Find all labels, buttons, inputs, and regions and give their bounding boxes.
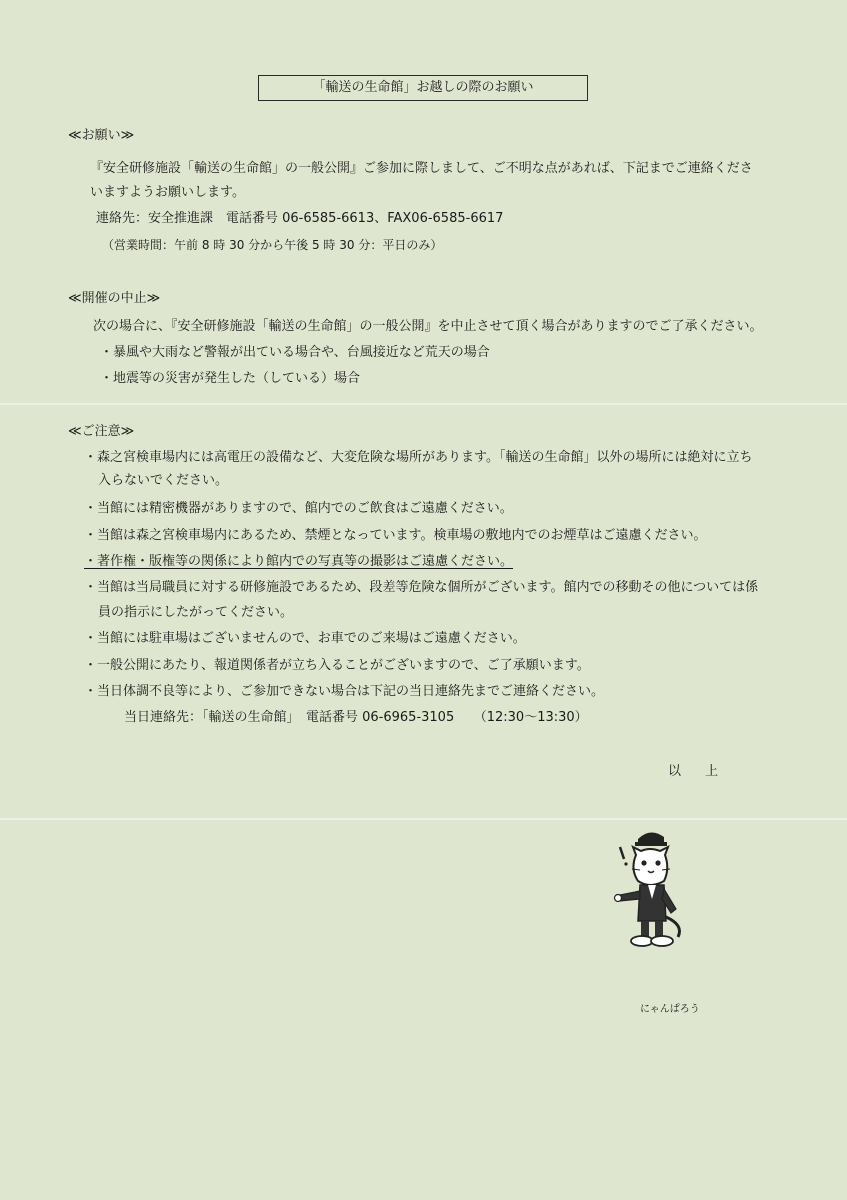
- document-title: 「輸送の生命館」お越しの際のお願い: [258, 75, 588, 101]
- paper-fold-line: [0, 403, 847, 405]
- caution-heading: ≪ご注意≫: [68, 424, 135, 439]
- caution-item: 員の指示にしたがってください。: [98, 605, 294, 620]
- cancel-item: ・暴風や大雨など警報が出ている場合や、台風接近など荒天の場合: [100, 345, 490, 360]
- paper-fold-line: [0, 818, 847, 820]
- day-contact: 当日連絡先：「輸送の生命館」 電話番号 06-6965-3105 （12:30～13:30）: [124, 710, 588, 725]
- caution-item: ・当館には駐車場はございませんので、お車でのご来場はご遠慮ください。: [84, 631, 526, 646]
- caution-item: ・当館には精密機器がありますので、館内でのご飲食はご遠慮ください。: [84, 501, 513, 516]
- request-text: いますようお願いします。: [90, 185, 245, 200]
- closing-mark: 以 上: [668, 764, 729, 779]
- caution-item: ・森之宮検車場内には高電圧の設備など、大変危険な場所があります。「輸送の生命館」以外の場所には絶対に立ち: [84, 450, 753, 465]
- caution-item: 入らないでください。: [98, 473, 229, 488]
- request-heading: ≪お願い≫: [68, 128, 135, 143]
- contact-info: 連絡先：安全推進課 電話番号 06-6585-6613、FAX06-6585-6617: [96, 211, 504, 226]
- business-hours: （営業時間：午前 8 時 30 分から午後 5 時 30 分：平日のみ）: [102, 238, 443, 252]
- cancel-heading: ≪開催の中止≫: [68, 291, 161, 306]
- cancel-intro: 次の場合に、『安全研修施設「輸送の生命館」の一般公開』を中止させて頂く場合がありますのでご了承ください。: [93, 319, 763, 334]
- caution-item: ・当日体調不良等により、ご参加できない場合は下記の当日連絡先までご連絡ください。: [84, 684, 605, 699]
- mascot-name: にゃんぱろう: [640, 1004, 700, 1015]
- caution-item: ・一般公開にあたり、報道関係者が立ち入ることがございますので、ご了承願います。: [84, 658, 590, 673]
- cat-mascot-icon: [608, 825, 692, 955]
- request-text: 『安全研修施設「輸送の生命館」の一般公開』ご参加に際しまして、ご不明な点があれば、下記までご連絡くださ: [90, 161, 753, 176]
- caution-item-photography: ・著作権・版権等の関係により館内での写真等の撮影はご遠慮ください。: [84, 554, 514, 569]
- caution-item: ・当館は当局職員に対する研修施設であるため、段差等危険な個所がございます。館内での移動その他については係: [84, 580, 759, 595]
- caution-item: ・当館は森之宮検車場内にあるため、禁煙となっています。検車場の敷地内でのお煙草はご遠慮ください。: [84, 528, 707, 543]
- cancel-item: ・地震等の災害が発生した（している）場合: [100, 371, 361, 386]
